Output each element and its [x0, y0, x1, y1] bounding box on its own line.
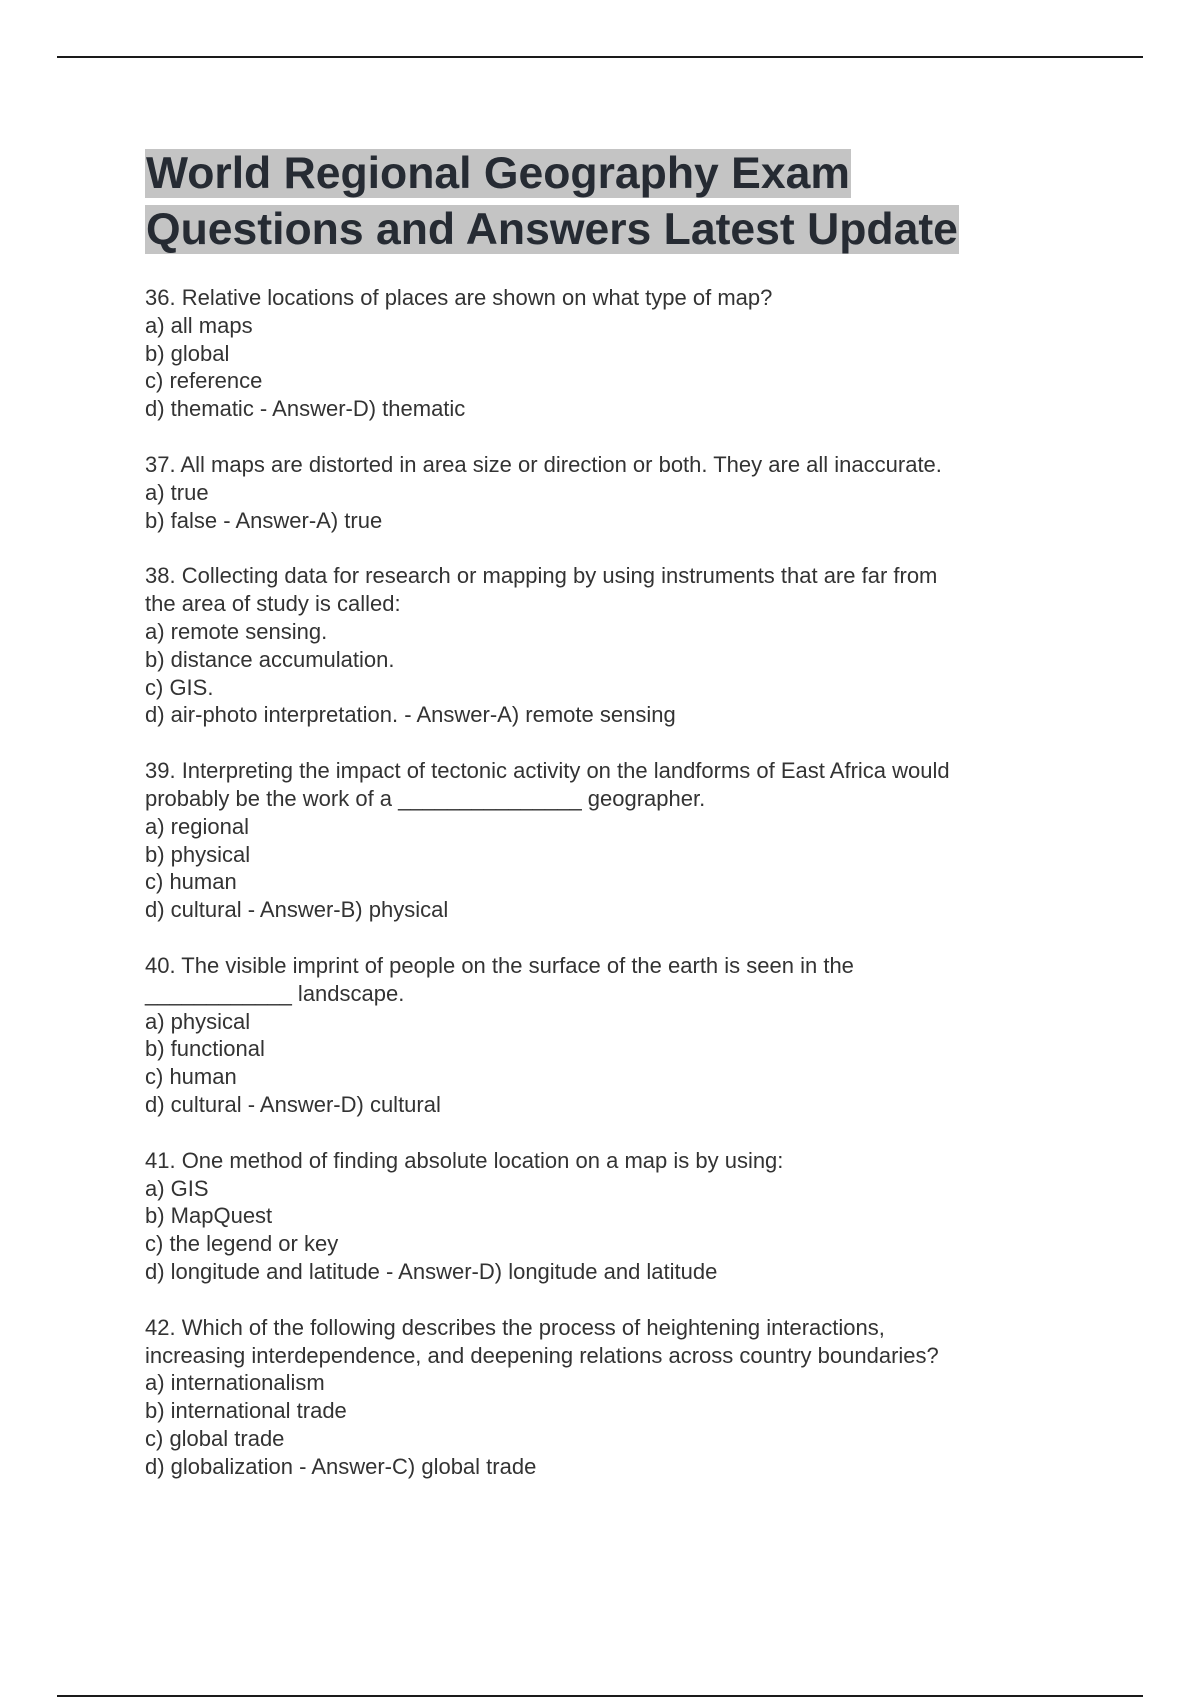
question-line: d) longitude and latitude - Answer-D) longitude and latitude: [145, 1258, 718, 1284]
question-text: 37. All maps are distorted in area size or direction or both. They are all inaccurate.: [145, 451, 942, 477]
question-line: b) distance accumulation.: [145, 646, 395, 672]
question-line: c) reference: [145, 368, 263, 394]
question-line: b) false - Answer-A) true: [145, 507, 383, 533]
question-text: 41. One method of finding absolute location on a map is by using:: [145, 1147, 784, 1173]
question-line: d) globalization - Answer-C) global trade: [145, 1453, 537, 1479]
question-line: a) regional: [145, 813, 249, 839]
question-line: a) physical: [145, 1008, 251, 1034]
question-line: the area of study is called:: [145, 591, 401, 617]
question-line: a) remote sensing.: [145, 618, 328, 644]
question-block: [145, 562, 1065, 729]
question-line: ____________ landscape.: [145, 980, 405, 1006]
question-line: increasing interdependence, and deepening relations across country boundaries?: [145, 1342, 939, 1368]
question-text: 40. The visible imprint of people on the surface of the earth is seen in the: [145, 952, 854, 978]
question-block: [145, 1147, 1065, 1286]
title-line-2: Questions and Answers Latest Update: [146, 205, 958, 254]
question-line: d) cultural - Answer-B) physical: [145, 897, 449, 923]
document-body: [145, 146, 1065, 1508]
document-title: [145, 146, 1065, 258]
question-line: b) functional: [145, 1036, 265, 1062]
question-line: b) global: [145, 340, 230, 366]
question-line: c) global trade: [145, 1425, 285, 1451]
question-line: a) all maps: [145, 312, 253, 338]
top-rule: [57, 56, 1143, 58]
question-line: c) the legend or key: [145, 1231, 339, 1257]
question-line: d) cultural - Answer-D) cultural: [145, 1091, 441, 1117]
question-line: b) international trade: [145, 1398, 347, 1424]
question-line: d) thematic - Answer-D) thematic: [145, 396, 466, 422]
question-text: 39. Interpreting the impact of tectonic activity on the landforms of East Africa would: [145, 758, 950, 784]
question-block: [145, 451, 1065, 534]
question-block: [145, 284, 1065, 423]
question-text: 42. Which of the following describes the process of heightening interactions,: [145, 1314, 885, 1340]
question-list: [145, 284, 1065, 1480]
question-line: c) human: [145, 1064, 237, 1090]
question-line: d) air-photo interpretation. - Answer-A) remote sensing: [145, 702, 676, 728]
question-text: 38. Collecting data for research or mapping by using instruments that are far from: [145, 563, 938, 589]
question-block: [145, 952, 1065, 1119]
bottom-rule: [57, 1695, 1143, 1697]
title-line-1: World Regional Geography Exam: [146, 149, 850, 198]
question-line: c) human: [145, 869, 237, 895]
question-line: a) internationalism: [145, 1370, 325, 1396]
question-text: 36. Relative locations of places are shown on what type of map?: [145, 285, 773, 310]
question-line: c) GIS.: [145, 674, 214, 700]
question-line: b) physical: [145, 841, 251, 867]
question-line: probably be the work of a _______________ geographer.: [145, 785, 706, 811]
question-block: [145, 757, 1065, 924]
question-line: b) MapQuest: [145, 1203, 273, 1229]
question-line: a) GIS: [145, 1175, 209, 1201]
question-block: [145, 1314, 1065, 1481]
question-line: a) true: [145, 479, 209, 505]
